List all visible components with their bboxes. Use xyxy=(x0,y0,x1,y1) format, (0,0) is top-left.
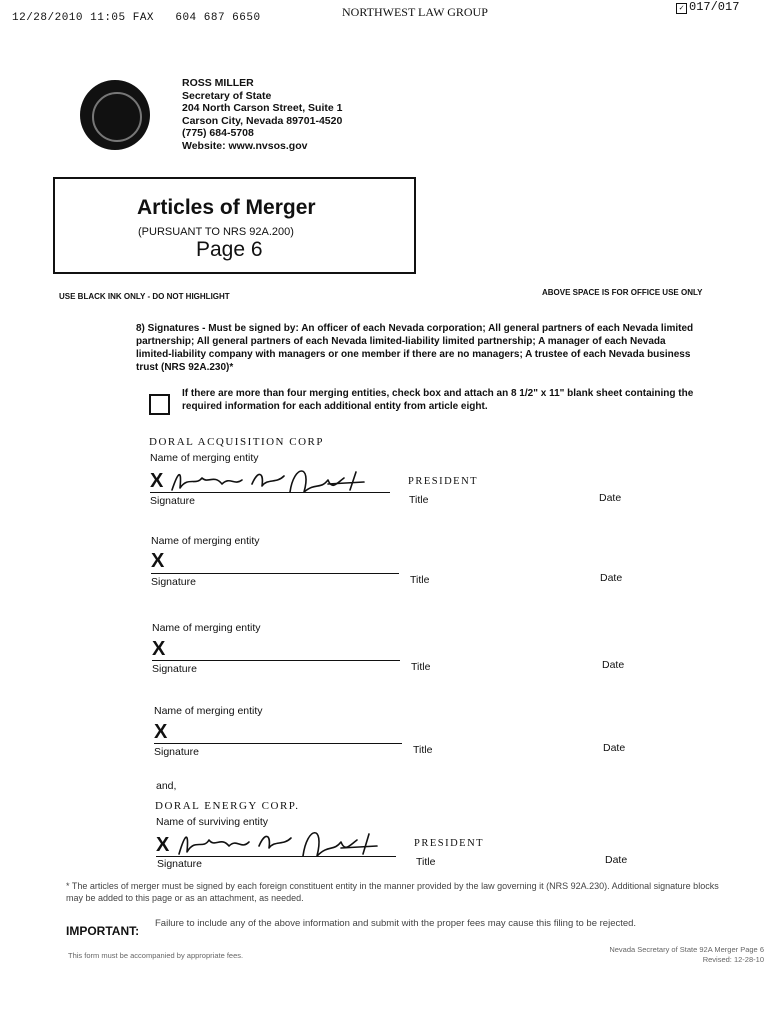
state-seal-icon xyxy=(80,80,150,150)
secretary-phone: (775) 684-5708 xyxy=(182,127,254,139)
merging-entity-1-title-value: PRESIDENT xyxy=(408,476,479,487)
merging-entity-1-signature xyxy=(168,462,393,502)
merging-entity-3-title-label: Title xyxy=(411,661,431,673)
secretary-name: ROSS MILLER xyxy=(182,77,254,89)
form-title: Articles of Merger xyxy=(137,196,316,219)
merging-entity-3-signature-label: Signature xyxy=(152,663,197,675)
merging-entity-2-x: X xyxy=(151,550,165,572)
footer-form-id: Nevada Secretary of State 92A Merger Page 6 xyxy=(609,945,764,954)
merging-entity-4-signature-label: Signature xyxy=(154,746,199,758)
form-subtitle: (PURSUANT TO NRS 92A.200) xyxy=(138,226,294,238)
merging-entity-2-signature-line[interactable] xyxy=(151,573,399,574)
important-text: Failure to include any of the above information and submit with the proper fees may cause this filing to be rejected. xyxy=(155,918,637,929)
surviving-entity-signature xyxy=(175,822,400,866)
secretary-block xyxy=(182,77,342,152)
merging-entity-1-label: Name of merging entity xyxy=(150,452,259,464)
surviving-entity-date-label: Date xyxy=(605,854,628,866)
footnote: * The articles of merger must be signed by each foreign constituent entity in the manner provided by the law governing it (NRS 92A.230). Additional signature blocks may be added to this page or as an attachment, as needed. xyxy=(66,881,719,903)
merging-entity-1-title-label: Title xyxy=(409,494,429,506)
secretary-address-1: 204 North Carson Street, Suite 1 xyxy=(182,102,343,114)
additional-entities-checkbox[interactable] xyxy=(149,394,170,415)
merging-entity-1-x: X xyxy=(150,470,164,492)
merging-entity-3-signature-line[interactable] xyxy=(152,660,400,661)
fax-header-number: 604 687 6650 xyxy=(175,12,261,24)
merging-entity-4-x: X xyxy=(154,721,168,743)
merging-entity-2-date-label: Date xyxy=(600,572,623,584)
secretary-role: Secretary of State xyxy=(182,89,272,102)
surviving-entity-title-value: PRESIDENT xyxy=(414,838,485,849)
merging-entity-2-label: Name of merging entity xyxy=(151,535,260,547)
merging-entity-3-x: X xyxy=(152,638,166,660)
surviving-entity-label: Name of surviving entity xyxy=(156,816,269,828)
merging-entity-4-signature-line[interactable] xyxy=(154,743,402,744)
footer-revised: Revised: 12-28-10 xyxy=(702,955,764,964)
fax-header-page: ✓ 017/017 xyxy=(676,0,739,14)
fax-header-firm: NORTHWEST LAW GROUP xyxy=(342,5,488,19)
form-page: Page 6 xyxy=(196,238,263,261)
checkbox-instructions: If there are more than four merging entities, check box and attach an 8 1/2" x 11" blank sheet containing the required information for each additional entity from article eight. xyxy=(182,388,694,412)
ink-note: USE BLACK INK ONLY - DO NOT HIGHLIGHT xyxy=(59,292,230,301)
surviving-entity-name: DORAL ENERGY CORP. xyxy=(155,800,300,812)
surviving-entity-x: X xyxy=(156,834,170,856)
merging-entity-1-name: DORAL ACQUISITION CORP xyxy=(149,436,324,448)
fax-page-icon: ✓ xyxy=(676,3,687,14)
section-8-instructions: 8) Signatures - Must be signed by: An officer of each Nevada corporation; All general partners of each Nevada limited partnership; All general partners of each Nevada limited-liability limited partnership; A manager of each Nevada limited-liability company with managers or one member if there are no managers; A trustee of each Nevada business trust (NRS 92A.230)* xyxy=(136,323,694,373)
surviving-entity-title-label: Title xyxy=(416,856,436,868)
merging-entity-1-signature-label: Signature xyxy=(150,495,195,507)
merging-entity-4-label: Name of merging entity xyxy=(154,705,263,717)
and-connector: and, xyxy=(156,780,177,792)
merging-entity-2-signature-label: Signature xyxy=(151,576,196,588)
merging-entity-1-date-label: Date xyxy=(599,492,622,504)
merging-entity-2-title-label: Title xyxy=(410,574,430,586)
secretary-address-2: Carson City, Nevada 89701-4520 xyxy=(182,114,343,127)
fax-header-datetime: 12/28/2010 11:05 FAX 604 687 6650 xyxy=(12,12,261,24)
office-use-note: ABOVE SPACE IS FOR OFFICE USE ONLY xyxy=(542,288,703,297)
important-label: IMPORTANT: xyxy=(66,924,140,938)
merging-entity-4-title-label: Title xyxy=(413,744,433,756)
surviving-entity-signature-label: Signature xyxy=(157,858,202,870)
merging-entity-3-label: Name of merging entity xyxy=(152,622,261,634)
merging-entity-4-date-label: Date xyxy=(603,742,626,754)
footer-fees-note: This form must be accompanied by appropriate fees. xyxy=(68,951,244,960)
merging-entity-3-date-label: Date xyxy=(602,659,625,671)
secretary-website: Website: www.nvsos.gov xyxy=(182,139,308,152)
